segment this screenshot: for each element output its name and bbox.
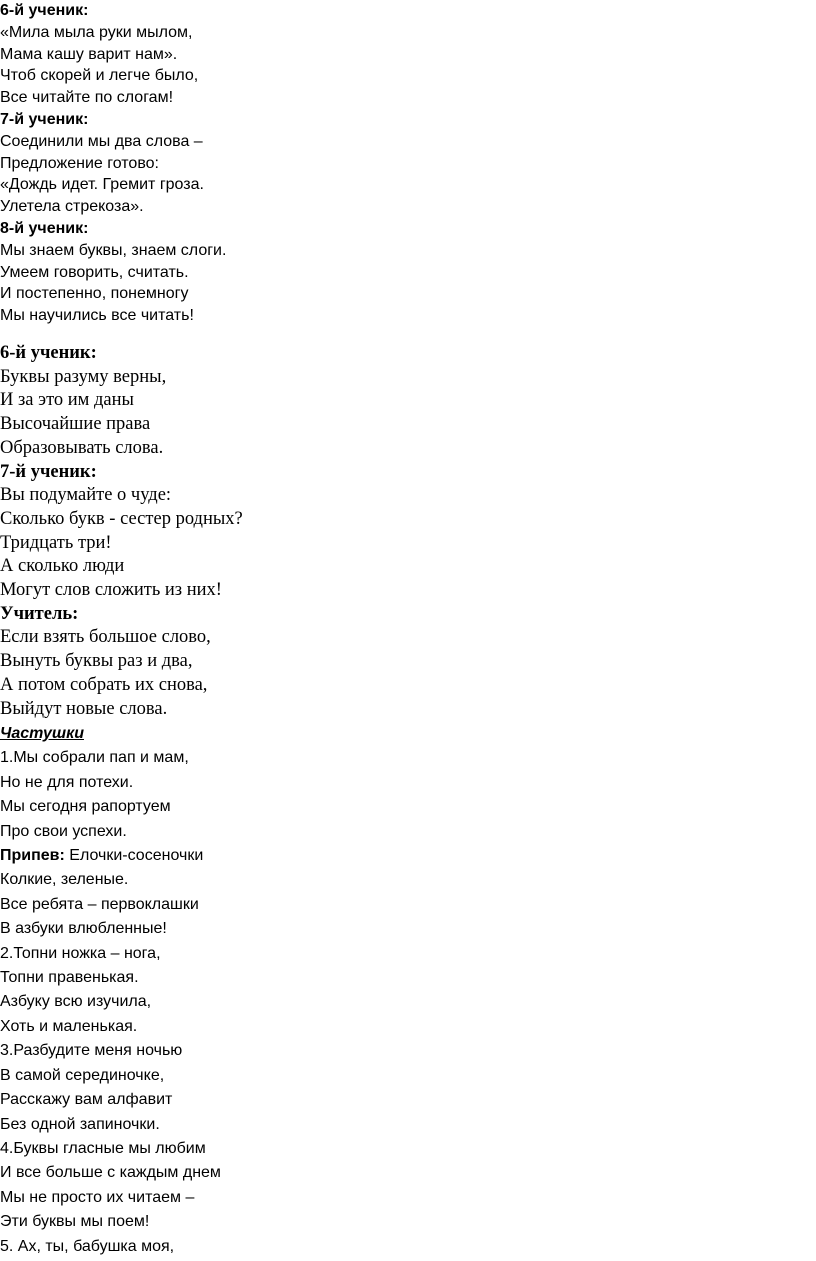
verse-line: Про свои успехи.	[0, 822, 127, 840]
verse-line: Все читайте по слогам!	[0, 89, 174, 107]
verse-line: «Дождь идет. Гремит гроза.	[0, 176, 204, 194]
verse-line: Мы научились все читать!	[0, 307, 194, 325]
verse-line: Мама кашу варит нам».	[0, 45, 178, 63]
verse-line: Расскажу вам алфавит	[0, 1091, 173, 1109]
verse-line: И постепенно, понемногу	[0, 285, 189, 303]
verse-line: Образовывать слова.	[0, 437, 164, 458]
verse-line: 5. Ах, ты, бабушка моя,	[0, 1237, 175, 1255]
verse-line: Соединили мы два слова –	[0, 132, 203, 150]
speaker-label: 6-й ученик:	[0, 343, 97, 363]
verse-line: Буквы разуму верны,	[0, 366, 167, 387]
speaker-label: 8-й ученик:	[0, 219, 89, 237]
verse-line: Все ребята – первоклашки	[0, 895, 199, 913]
verse-line: Тридцать три!	[0, 532, 112, 553]
verse-line: Азбуку всю изучила,	[0, 993, 152, 1011]
chorus-first-line	[0, 844, 221, 868]
verse-line: Высочайшие права	[0, 414, 151, 435]
verse-line: Мы знаем буквы, знаем слоги.	[0, 241, 227, 259]
verse-line: В азбуки влюбленные!	[0, 920, 167, 938]
verse-line: 4.Буквы гласные мы любим	[0, 1139, 206, 1157]
verse-line: Без одной запиночки.	[0, 1115, 160, 1133]
speaker-label: 7-й ученик:	[0, 461, 97, 482]
verse-line: Но не для потехи.	[0, 773, 134, 791]
verse-line: 3.Разбудите меня ночью	[0, 1042, 183, 1060]
verse-line: Колкие, зеленые.	[0, 871, 129, 889]
verse-line: Вынуть буквы раз и два,	[0, 651, 193, 672]
verse-line: Сколько букв - сестер родных?	[0, 508, 243, 529]
verse-line: Мы сегодня рапортуем	[0, 798, 171, 816]
poem-section-1	[0, 0, 226, 327]
poem-section-2	[0, 342, 243, 721]
verse-line: Чтоб скорей и легче было,	[0, 67, 199, 85]
speaker-label: 7-й ученик:	[0, 110, 89, 128]
verse-line: Умеем говорить, считать.	[0, 263, 189, 281]
speaker-label: Учитель:	[0, 603, 79, 624]
verse-line: И за это им даны	[0, 390, 134, 411]
verse-line: А сколько люди	[0, 556, 125, 577]
verse-line: В самой серединочке,	[0, 1066, 165, 1084]
verse-line: Выйдут новые слова.	[0, 698, 168, 719]
verse-line: Могут слов сложить из них!	[0, 580, 222, 601]
verse-line: Предложение готово:	[0, 154, 159, 172]
verse-line: Вы подумайте о чуде:	[0, 485, 172, 506]
verse-line: Если взять большое слово,	[0, 627, 211, 648]
verse-line: А потом собрать их снова,	[0, 674, 208, 695]
verse-line: 1.Мы собрали пап и мам,	[0, 749, 189, 767]
verse-line: Мы не просто их читаем –	[0, 1188, 195, 1206]
verse-line: «Мила мыла руки мылом,	[0, 23, 193, 41]
chastushki-section	[0, 722, 221, 1259]
verse-line: Эти буквы мы поем!	[0, 1213, 150, 1231]
verse-line: Улетела стрекоза».	[0, 198, 144, 216]
chorus-text: Елочки-сосеночки	[64, 847, 204, 865]
verse-line: Хоть и маленькая.	[0, 1017, 138, 1035]
verse-line: 2.Топни ножка – нога,	[0, 944, 161, 962]
chastushki-title: Частушки	[0, 725, 84, 742]
verse-line: И все больше с каждым днем	[0, 1164, 221, 1182]
speaker-label: 6-й ученик:	[0, 2, 89, 19]
verse-line: Топни правенькая.	[0, 969, 139, 987]
chorus-label: Припев:	[0, 847, 65, 865]
